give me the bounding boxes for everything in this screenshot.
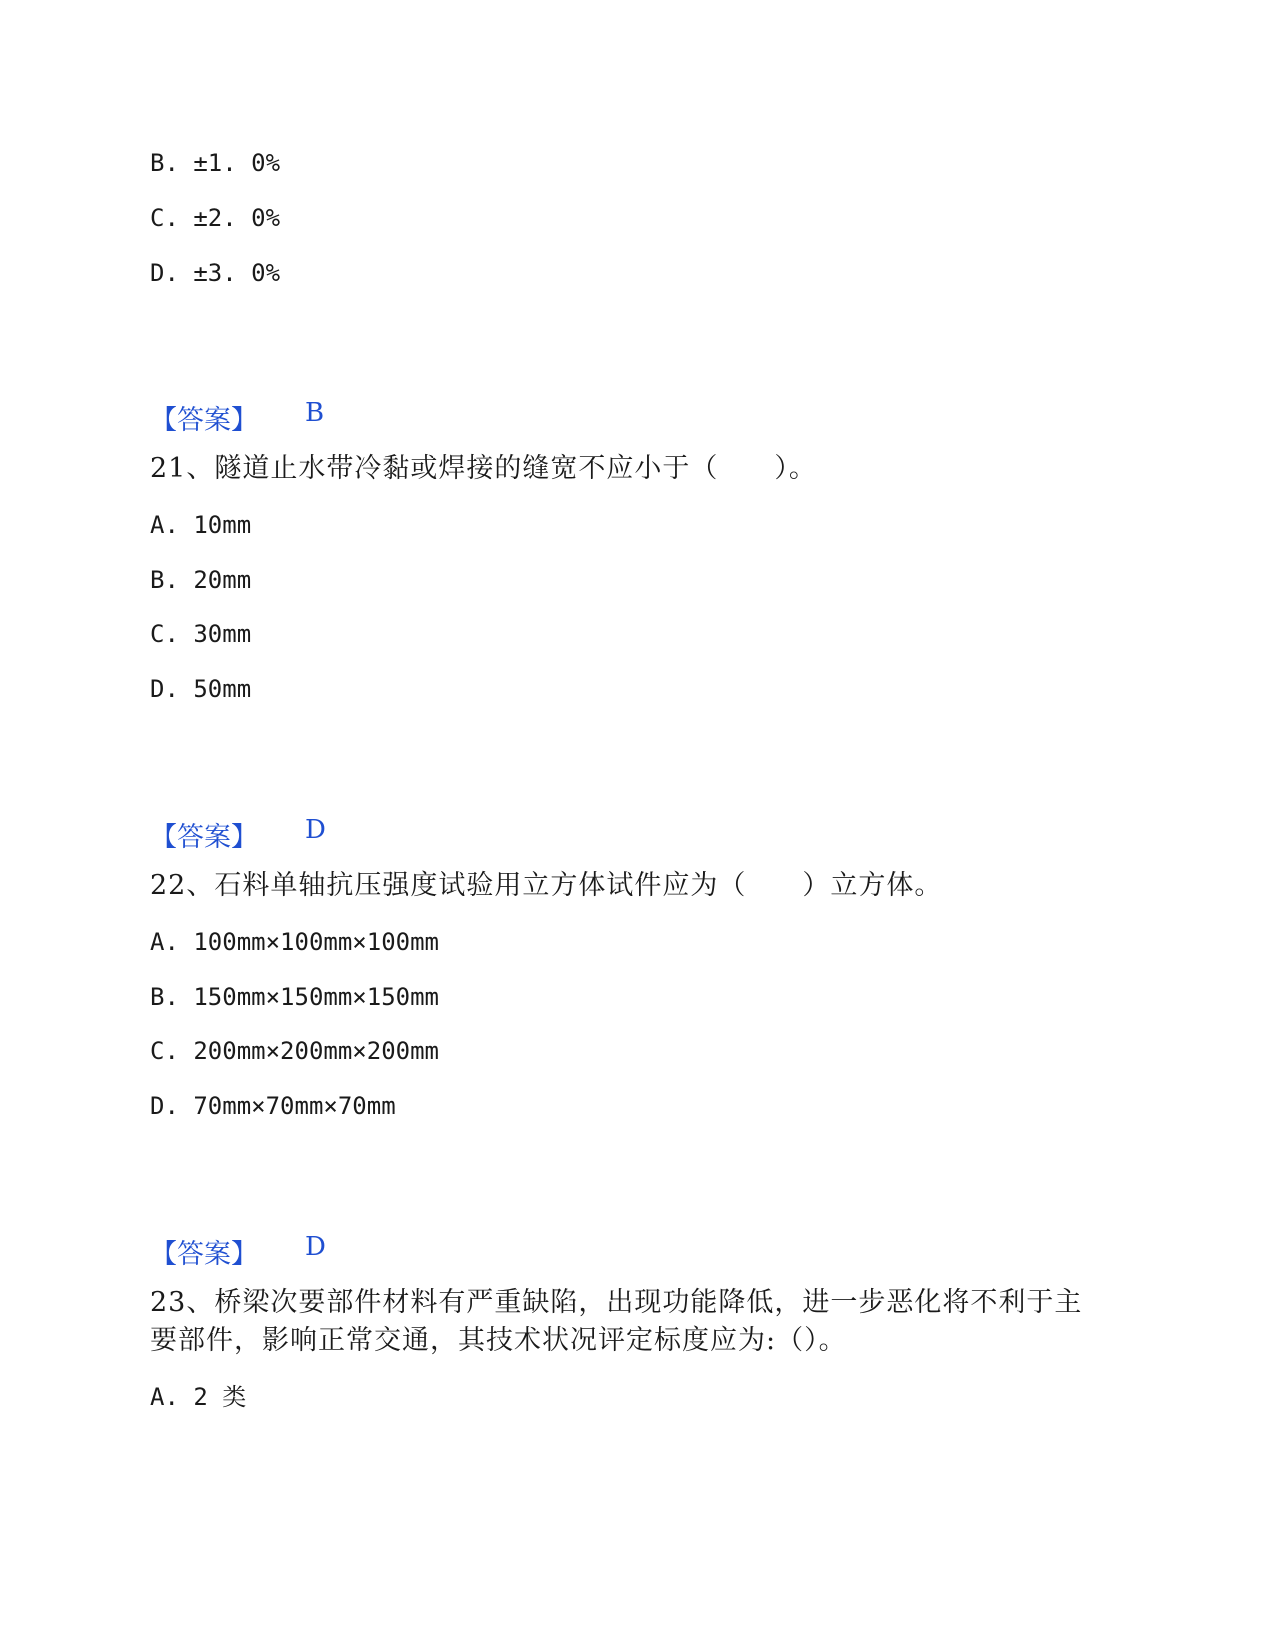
option-c: C. 200mm×200mm×200mm: [150, 1037, 439, 1065]
answer-label: 【答案】: [150, 405, 258, 436]
option-a: A. 10mm: [150, 511, 252, 539]
answer-value: B: [305, 398, 325, 428]
answer-row: [150, 815, 550, 851]
question-23-line-1: 23、桥梁次要部件材料有严重缺陷，出现功能降低，进一步恶化将不利于主: [150, 1287, 1083, 1318]
question-21: 21、隧道止水带冷黏或焊接的缝宽不应小于（ ）。: [150, 453, 817, 484]
option-b: B. ±1. 0%: [150, 149, 281, 177]
option-c: C. 30mm: [150, 620, 252, 648]
option-c: C. ±2. 0%: [150, 204, 281, 232]
answer-row: [150, 1232, 550, 1268]
option-b: B. 20mm: [150, 566, 252, 594]
option-b: B. 150mm×150mm×150mm: [150, 983, 439, 1011]
option-d: D. 70mm×70mm×70mm: [150, 1092, 396, 1120]
option-d: D. 50mm: [150, 675, 252, 703]
option-a: A. 100mm×100mm×100mm: [150, 928, 439, 956]
option-a: A. 2 类: [150, 1383, 247, 1411]
question-23-line-2: 要部件，影响正常交通，其技术状况评定标度应为:（）。: [150, 1325, 847, 1356]
answer-label: 【答案】: [150, 822, 258, 853]
answer-value: D: [305, 815, 326, 845]
answer-value: D: [305, 1232, 326, 1262]
option-d: D. ±3. 0%: [150, 259, 281, 287]
answer-row: [150, 398, 550, 434]
answer-label: 【答案】: [150, 1239, 258, 1270]
question-22: 22、石料单轴抗压强度试验用立方体试件应为（ ）立方体。: [150, 870, 943, 901]
